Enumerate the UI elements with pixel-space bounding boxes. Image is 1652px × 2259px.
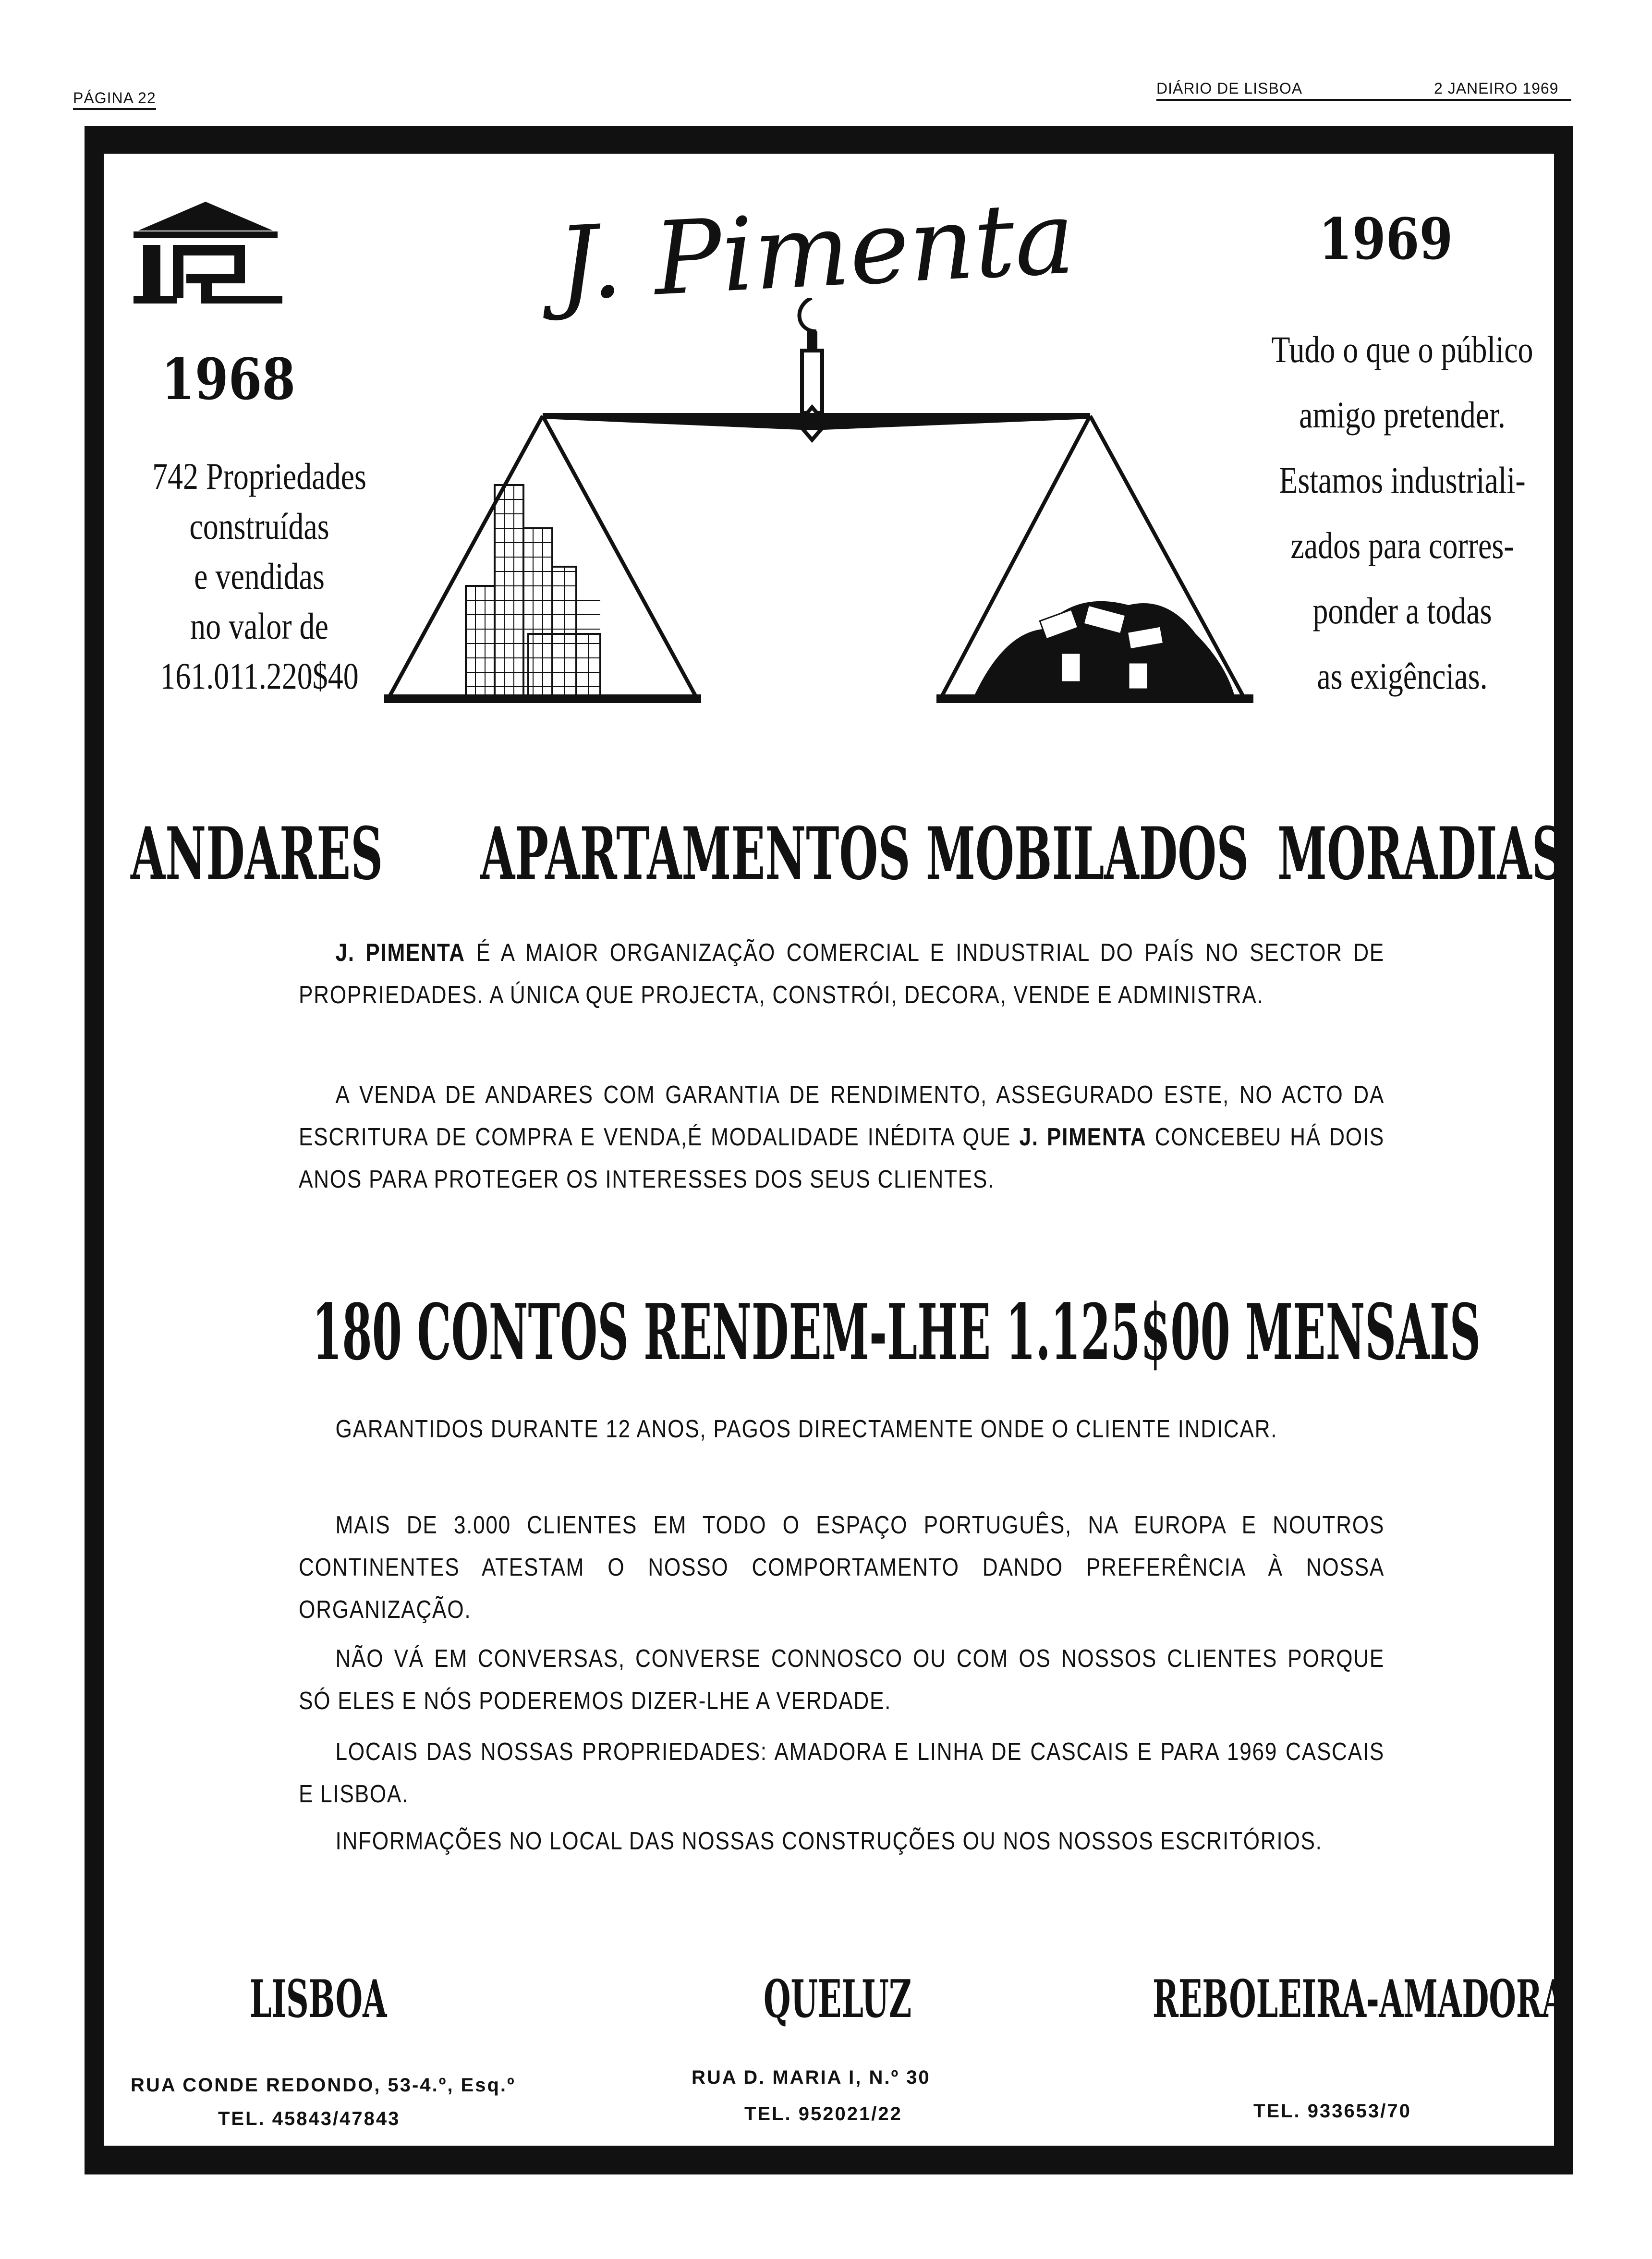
stats-1968 — [121, 451, 397, 701]
stats-line: 742 Propriedades — [152, 455, 366, 497]
queluz-address: RUA D. MARIA I, N.º 30 — [692, 2067, 931, 2088]
stats-line: construídas — [189, 505, 329, 547]
guarantee-paragraph — [299, 1074, 1385, 1201]
stats-line: 161.011.220$40 — [160, 655, 359, 697]
slogan-line: amigo pretender. — [1299, 394, 1506, 436]
page-number: PÁGINA 22 — [73, 89, 156, 110]
brand-name: J. PIMENTA — [1019, 1123, 1147, 1151]
company-logo-icon — [129, 202, 282, 317]
guarantee-terms-paragraph — [299, 1408, 1385, 1450]
reboleira-phone: TEL. 933653/70 — [1253, 2101, 1411, 2122]
office-queluz: QUELUZ — [764, 1969, 912, 2029]
paragraph-text: INFORMAÇÕES NO LOCAL DAS NOSSAS CONSTRUÇÕES OU NOS NOSSOS ESCRITÓRIOS. — [335, 1827, 1323, 1855]
truth-paragraph — [299, 1638, 1385, 1722]
category-moradias: MORADIAS — [1277, 812, 1564, 896]
paragraph-text: A VENDA DE ANDARES COM GARANTIA DE RENDIMENTO, ASSEGURADO ESTE, NO ACTO DA ESCRITURA DE COMPRA E VENDA,É MODALIDADE INÉDITA QUE — [299, 1081, 1385, 1151]
stats-line: no valor de — [190, 605, 328, 647]
issue-date: 2 JANEIRO 1969 — [1434, 80, 1559, 97]
paragraph-text: LOCAIS DAS NOSSAS PROPRIEDADES: AMADORA E LINHA DE CASCAIS E PARA 1969 CASCAIS E LISBOA. — [299, 1738, 1385, 1808]
category-andares: ANDARES — [131, 812, 383, 896]
brand-signature: J. Pimenta — [554, 178, 1078, 324]
slogan-line: Tudo o que o público — [1271, 328, 1533, 370]
header-rule — [1156, 99, 1571, 101]
slogan-line: zados para corres- — [1290, 524, 1514, 566]
stats-line: e vendidas — [194, 555, 325, 597]
ad-frame-left — [85, 126, 104, 2174]
paragraph-text: CONCEBEU HÁ DOIS ANOS PARA PROTEGER OS INTERESSES DOS SEUS CLIENTES. — [299, 1123, 1385, 1193]
slogan-line: as exigências. — [1317, 655, 1488, 697]
intro-paragraph — [299, 932, 1385, 1016]
ad-frame-top — [85, 126, 1573, 154]
paragraph-text: NÃO VÁ EM CONVERSAS, CONVERSE CONNOSCO OU COM OS NOSSOS CLIENTES PORQUE SÓ ELES E NÓS PODEREMOS DIZER-LHE A VERDADE. — [299, 1645, 1385, 1715]
lisboa-phone: TEL. 45843/47843 — [218, 2108, 401, 2129]
year-1969: 1969 — [1319, 206, 1453, 272]
ad-frame-bottom — [85, 2146, 1573, 2174]
slogan-line: ponder a todas — [1312, 590, 1492, 632]
office-reboleira: REBOLEIRA-AMADORA — [1153, 1969, 1567, 2029]
newspaper-name: DIÁRIO DE LISBOA — [1156, 80, 1303, 97]
paragraph-text: MAIS DE 3.000 CLIENTES EM TODO O ESPAÇO PORTUGUÊS, NA EUROPA E NOUTROS CONTINENTES ATESTAM O NOSSO COMPORTAMENTO DANDO PREFERÊNCIA À NOSSA ORGANIZAÇÃO. — [299, 1511, 1385, 1624]
clients-paragraph — [299, 1504, 1385, 1631]
slogan-1969 — [1261, 317, 1544, 709]
year-1968: 1968 — [161, 346, 296, 413]
headline: 180 CONTOS RENDEM-LHE 1.125$00 MENSAIS — [312, 1287, 1481, 1377]
category-apartamentos: APARTAMENTOS MOBILADOS — [480, 812, 1249, 896]
ad-frame-right — [1554, 126, 1573, 2174]
paragraph-text: É A MAIOR ORGANIZAÇÃO COMERCIAL E INDUSTRIAL DO PAÍS NO SECTOR DE PROPRIEDADES. A ÚNICA QUE PROJECTA, CONSTRÓI, DECORA, VENDE E ADMINISTRA. — [299, 939, 1385, 1009]
balance-scale-illustration — [379, 298, 1263, 720]
paragraph-text: GARANTIDOS DURANTE 12 ANOS, PAGOS DIRECTAMENTE ONDE O CLIENTE INDICAR. — [335, 1415, 1278, 1443]
queluz-phone: TEL. 952021/22 — [744, 2103, 902, 2125]
lisboa-address: RUA CONDE REDONDO, 53-4.º, Esq.º — [131, 2075, 516, 2096]
locations-paragraph — [299, 1731, 1385, 1815]
office-lisboa: LISBOA — [250, 1969, 387, 2029]
brand-name: J. PIMENTA — [335, 939, 465, 967]
info-paragraph — [299, 1820, 1385, 1862]
slogan-line: Estamos industriali- — [1279, 459, 1526, 501]
